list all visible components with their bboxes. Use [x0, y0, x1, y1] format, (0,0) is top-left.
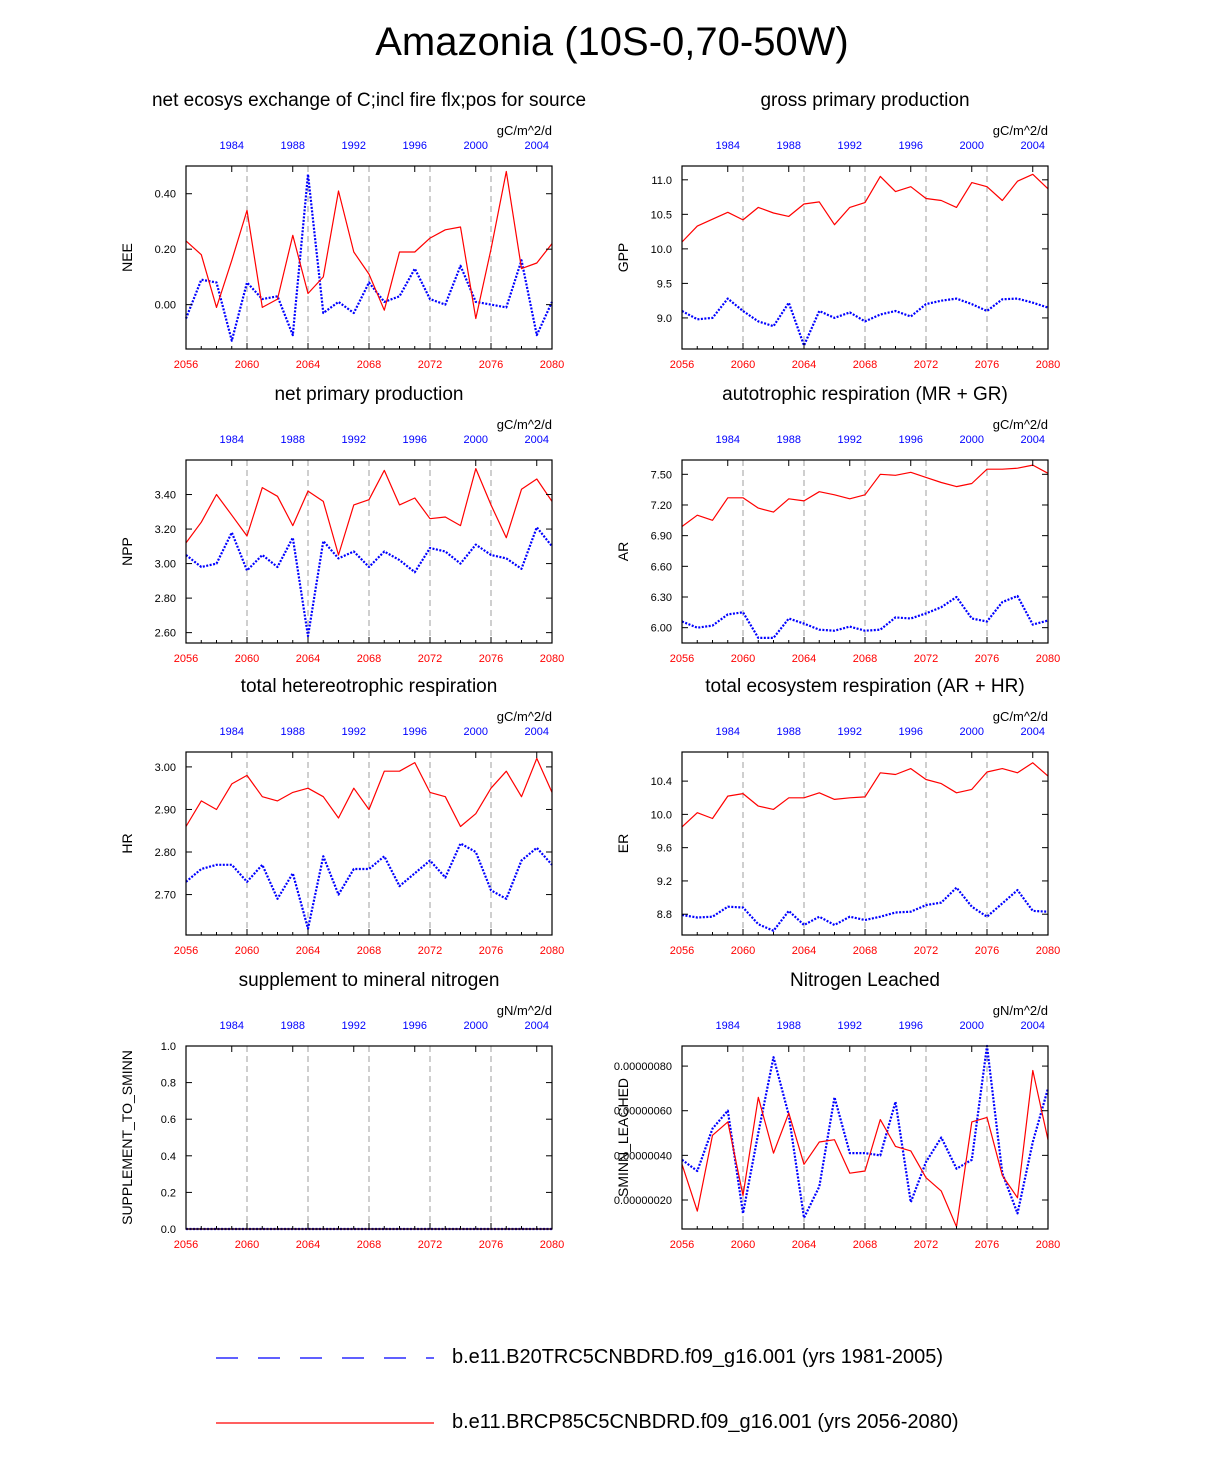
- subplot-title: gross primary production: [760, 90, 970, 111]
- bottom-tick-label: 2056: [669, 1239, 695, 1251]
- top-tick-label: 1988: [280, 1020, 305, 1032]
- top-tick-label: 2000: [463, 434, 488, 446]
- units-label: gC/m^2/d: [496, 709, 552, 724]
- bottom-tick-label: 2072: [913, 945, 939, 957]
- y-tick-label: 1.0: [160, 1041, 176, 1053]
- top-tick-label: 1984: [715, 434, 740, 446]
- y-tick-label: 9.2: [656, 875, 672, 888]
- bottom-tick-label: 2072: [417, 359, 443, 371]
- top-tick-label: 1984: [219, 140, 244, 152]
- bottom-tick-label: 2060: [234, 1239, 260, 1251]
- bottom-tick-label: 2080: [539, 653, 565, 665]
- bottom-tick-label: 2068: [852, 359, 878, 371]
- bottom-tick-label: 2076: [974, 653, 1000, 665]
- bottom-tick-label: 2072: [417, 1239, 443, 1251]
- y-tick-label: 0.0: [160, 1224, 176, 1236]
- top-tick-label: 1988: [776, 726, 801, 738]
- top-tick-label: 1996: [402, 726, 427, 738]
- y-tick-label: 6.90: [650, 530, 672, 543]
- top-tick-label: 1992: [837, 726, 862, 738]
- bottom-tick-label: 2064: [295, 945, 321, 957]
- top-tick-label: 2004: [524, 140, 549, 152]
- top-tick-label: 1992: [837, 434, 862, 446]
- y-tick-label: 0.00000020: [613, 1194, 672, 1207]
- bottom-tick-label: 2060: [234, 945, 260, 957]
- y-tick-label: 0.2: [160, 1187, 176, 1200]
- bottom-tick-label: 2056: [669, 359, 695, 371]
- top-tick-label: 1996: [898, 434, 923, 446]
- top-tick-label: 1984: [219, 434, 244, 446]
- bottom-tick-label: 2076: [478, 945, 504, 957]
- top-tick-label: 1992: [837, 140, 862, 152]
- subplot-title: supplement to mineral nitrogen: [238, 970, 500, 991]
- bottom-tick-label: 2076: [974, 1239, 1000, 1251]
- top-tick-label: 2004: [1020, 434, 1045, 446]
- y-tick-label: 11.0: [651, 174, 672, 187]
- y-tick-label: 2.60: [154, 627, 176, 640]
- y-tick-label: 3.00: [154, 558, 176, 571]
- y-tick-label: 6.30: [650, 591, 672, 604]
- y-tick-label: 6.60: [650, 561, 672, 574]
- bottom-tick-label: 2060: [234, 653, 260, 665]
- top-tick-label: 1992: [341, 434, 366, 446]
- top-tick-label: 1996: [898, 140, 923, 152]
- bottom-tick-label: 2080: [539, 1239, 565, 1251]
- bottom-tick-label: 2068: [852, 1239, 878, 1251]
- bottom-tick-label: 2072: [417, 653, 443, 665]
- bottom-tick-label: 2060: [730, 1239, 756, 1251]
- top-tick-label: 1984: [219, 726, 244, 738]
- bottom-tick-label: 2080: [1035, 1239, 1061, 1251]
- units-label: gC/m^2/d: [496, 123, 552, 138]
- top-tick-label: 2004: [524, 726, 549, 738]
- bottom-tick-label: 2060: [234, 359, 260, 371]
- units-label: gC/m^2/d: [496, 417, 552, 432]
- top-tick-label: 1984: [715, 726, 740, 738]
- top-tick-label: 1988: [280, 140, 305, 152]
- y-tick-label: 7.20: [650, 499, 672, 512]
- y-tick-label: 0.00000040: [613, 1150, 672, 1163]
- bottom-tick-label: 2068: [852, 653, 878, 665]
- figure-title: Amazonia (10S-0,70-50W): [375, 20, 849, 64]
- bottom-tick-label: 2064: [791, 1239, 817, 1251]
- top-tick-label: 2004: [1020, 726, 1045, 738]
- y-tick-label: 10.0: [650, 243, 672, 256]
- top-tick-label: 1992: [341, 726, 366, 738]
- subplot-title: total hetereotrophic respiration: [240, 676, 498, 697]
- bottom-tick-label: 2068: [356, 359, 382, 371]
- y-axis-label: NEE: [119, 243, 135, 272]
- top-tick-label: 2004: [524, 1020, 549, 1032]
- top-tick-label: 2000: [463, 140, 488, 152]
- y-tick-label: 0.00: [154, 299, 176, 312]
- top-tick-label: 2000: [959, 140, 984, 152]
- subplot-title: net primary production: [274, 384, 464, 405]
- bottom-tick-label: 2060: [730, 945, 756, 957]
- y-tick-label: 0.8: [160, 1077, 176, 1090]
- y-tick-label: 3.20: [154, 524, 176, 537]
- y-tick-label: 9.6: [656, 842, 672, 855]
- bottom-tick-label: 2068: [356, 653, 382, 665]
- bottom-tick-label: 2080: [1035, 653, 1061, 665]
- subplot-title: total ecosystem respiration (AR + HR): [705, 676, 1025, 697]
- y-tick-label: 6.00: [650, 622, 672, 635]
- bottom-tick-label: 2080: [1035, 359, 1061, 371]
- y-axis-label: GPP: [615, 242, 631, 273]
- units-label: gC/m^2/d: [992, 123, 1048, 138]
- bottom-tick-label: 2056: [173, 653, 199, 665]
- bottom-tick-label: 2080: [539, 945, 565, 957]
- bottom-tick-label: 2064: [295, 1239, 321, 1251]
- y-axis-label: HR: [119, 833, 135, 854]
- y-tick-label: 0.00000060: [613, 1105, 672, 1118]
- top-tick-label: 2004: [524, 434, 549, 446]
- bottom-tick-label: 2072: [913, 1239, 939, 1251]
- bottom-tick-label: 2072: [913, 359, 939, 371]
- bottom-tick-label: 2064: [295, 653, 321, 665]
- legend: [0, 1320, 1224, 1440]
- top-tick-label: 2000: [463, 726, 488, 738]
- bottom-tick-label: 2056: [173, 945, 199, 957]
- y-tick-label: 3.40: [154, 489, 176, 502]
- bottom-tick-label: 2076: [478, 359, 504, 371]
- bottom-tick-label: 2072: [913, 653, 939, 665]
- y-tick-label: 0.20: [154, 244, 176, 257]
- y-tick-label: 2.70: [154, 889, 176, 902]
- top-tick-label: 2000: [959, 1020, 984, 1032]
- bottom-tick-label: 2064: [295, 359, 321, 371]
- y-axis-label: SUPPLEMENT_TO_SMINN: [119, 1050, 135, 1225]
- bottom-tick-label: 2060: [730, 653, 756, 665]
- top-tick-label: 1988: [280, 726, 305, 738]
- units-label: gC/m^2/d: [992, 709, 1048, 724]
- bottom-tick-label: 2056: [173, 1239, 199, 1251]
- subplot-title: net ecosys exchange of C;incl fire flx;pos for source: [151, 90, 587, 111]
- y-tick-label: 10.4: [650, 776, 672, 789]
- y-axis-label: ER: [615, 833, 631, 854]
- top-tick-label: 1988: [776, 1020, 801, 1032]
- bottom-tick-label: 2060: [730, 359, 756, 371]
- y-tick-label: 0.6: [160, 1114, 176, 1127]
- bottom-tick-label: 2076: [974, 945, 1000, 957]
- top-tick-label: 2000: [463, 1020, 488, 1032]
- y-tick-label: 0.40: [154, 188, 176, 201]
- legend-label-case1: b.e11.B20TRC5CNBDRD.f09_g16.001 (yrs 1981-2005): [452, 1346, 944, 1368]
- y-tick-label: 9.0: [656, 312, 672, 325]
- bottom-tick-label: 2064: [791, 945, 817, 957]
- y-tick-label: 2.80: [154, 847, 176, 860]
- bottom-tick-label: 2064: [791, 653, 817, 665]
- bottom-tick-label: 2076: [974, 359, 1000, 371]
- top-tick-label: 1988: [776, 434, 801, 446]
- y-tick-label: 10.5: [650, 209, 672, 222]
- bottom-tick-label: 2064: [791, 359, 817, 371]
- top-tick-label: 1988: [776, 140, 801, 152]
- bottom-tick-label: 2076: [478, 1239, 504, 1251]
- top-tick-label: 1984: [219, 1020, 244, 1032]
- top-tick-label: 1984: [715, 1020, 740, 1032]
- top-tick-label: 1992: [341, 140, 366, 152]
- top-tick-label: 2000: [959, 434, 984, 446]
- top-tick-label: 1996: [402, 1020, 427, 1032]
- y-tick-label: 7.50: [650, 469, 672, 482]
- top-tick-label: 1988: [280, 434, 305, 446]
- top-tick-label: 1996: [898, 1020, 923, 1032]
- y-tick-label: 3.00: [154, 761, 176, 774]
- units-label: gN/m^2/d: [496, 1003, 552, 1018]
- units-label: gC/m^2/d: [992, 417, 1048, 432]
- y-tick-label: 2.80: [154, 593, 176, 606]
- subplot-title: Nitrogen Leached: [790, 970, 940, 991]
- top-tick-label: 1996: [402, 140, 427, 152]
- top-tick-label: 2004: [1020, 1020, 1045, 1032]
- subplot-title: autotrophic respiration (MR + GR): [722, 384, 1008, 405]
- top-tick-label: 1984: [715, 140, 740, 152]
- y-tick-label: 8.8: [656, 909, 672, 922]
- bottom-tick-label: 2056: [669, 653, 695, 665]
- y-axis-label: SMINN_LEACHED: [615, 1077, 631, 1198]
- y-tick-label: 2.90: [154, 804, 176, 817]
- y-tick-label: 10.0: [650, 809, 672, 822]
- bottom-tick-label: 2068: [356, 1239, 382, 1251]
- y-axis-label: AR: [615, 541, 631, 562]
- bottom-tick-label: 2080: [1035, 945, 1061, 957]
- top-tick-label: 2004: [1020, 140, 1045, 152]
- y-axis-label: NPP: [119, 537, 135, 566]
- y-tick-label: 9.5: [656, 278, 672, 291]
- top-tick-label: 1992: [837, 1020, 862, 1032]
- top-tick-label: 1992: [341, 1020, 366, 1032]
- top-tick-label: 1996: [898, 726, 923, 738]
- units-label: gN/m^2/d: [992, 1003, 1048, 1018]
- bottom-tick-label: 2056: [173, 359, 199, 371]
- top-tick-label: 1996: [402, 434, 427, 446]
- bottom-tick-label: 2080: [539, 359, 565, 371]
- bottom-tick-label: 2056: [669, 945, 695, 957]
- bottom-tick-label: 2076: [478, 653, 504, 665]
- bottom-tick-label: 2068: [356, 945, 382, 957]
- legend-label-case2: b.e11.BRCP85C5CNBDRD.f09_g16.001 (yrs 2056-2080): [452, 1411, 959, 1433]
- top-tick-label: 2000: [959, 726, 984, 738]
- bottom-tick-label: 2068: [852, 945, 878, 957]
- y-tick-label: 0.00000080: [613, 1061, 672, 1074]
- bottom-tick-label: 2072: [417, 945, 443, 957]
- y-tick-label: 0.4: [160, 1150, 176, 1163]
